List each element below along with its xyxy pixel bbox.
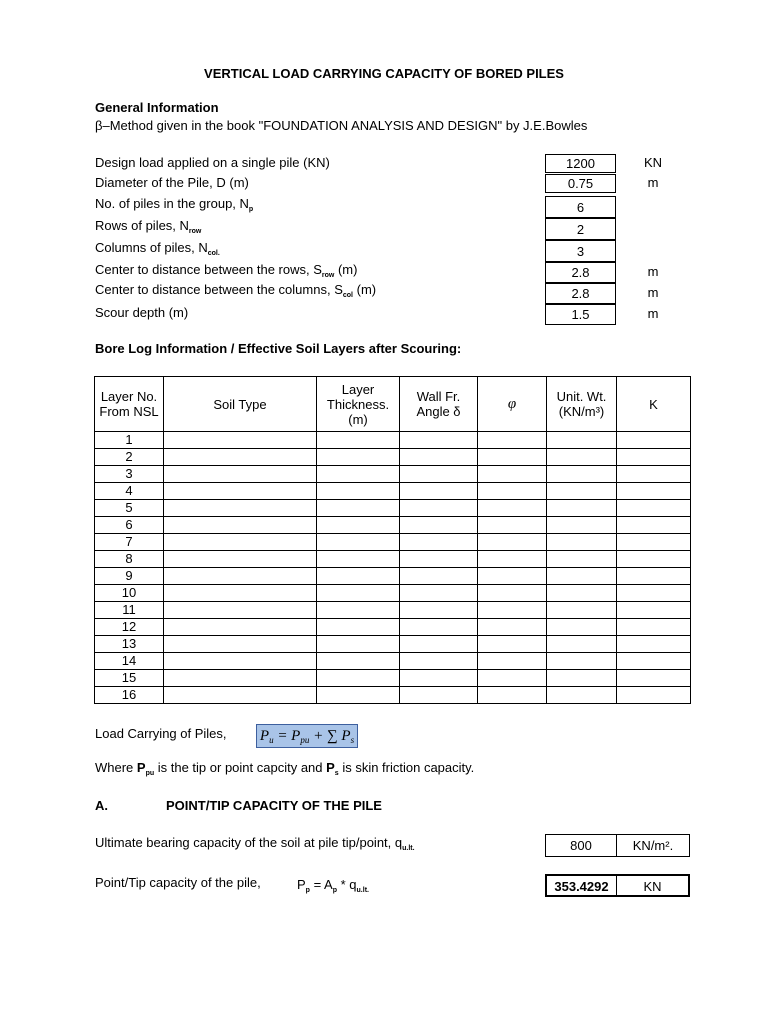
k-cell[interactable]	[617, 602, 691, 619]
input-value-scour-depth[interactable]: 1.5	[545, 304, 616, 325]
page-title: VERTICAL LOAD CARRYING CAPACITY OF BORED PILES	[204, 66, 564, 81]
input-label-rows: Rows of piles, $N_{row}$	[95, 218, 202, 235]
unit-weight-cell[interactable]	[547, 585, 617, 602]
phi-cell[interactable]	[478, 432, 547, 449]
tip-capacity-unit: KN	[616, 874, 690, 897]
k-cell[interactable]	[617, 466, 691, 483]
layer-number-cell: 4	[95, 483, 164, 500]
input-value-rows[interactable]: 2	[545, 218, 616, 240]
unit-weight-cell[interactable]	[547, 551, 617, 568]
thickness-cell[interactable]	[317, 670, 400, 687]
unit-weight-cell[interactable]	[547, 568, 617, 585]
phi-cell[interactable]	[478, 687, 547, 704]
input-value-design-load[interactable]: 1200	[545, 154, 616, 173]
k-cell[interactable]	[617, 449, 691, 466]
k-cell[interactable]	[617, 432, 691, 449]
phi-cell[interactable]	[478, 585, 547, 602]
wall-friction-cell[interactable]	[400, 534, 478, 551]
input-label-columns: Columns of piles, $N_{col.}$	[95, 240, 220, 257]
unit-weight-cell[interactable]	[547, 517, 617, 534]
thickness-cell[interactable]	[317, 466, 400, 483]
k-cell[interactable]	[617, 568, 691, 585]
wall-friction-cell[interactable]	[400, 483, 478, 500]
unit-weight-cell[interactable]	[547, 432, 617, 449]
unit-weight-cell[interactable]	[547, 449, 617, 466]
layer-number-cell: 5	[95, 500, 164, 517]
layer-number-cell: 15	[95, 670, 164, 687]
phi-cell[interactable]	[478, 466, 547, 483]
wall-friction-cell[interactable]	[400, 449, 478, 466]
k-cell[interactable]	[617, 517, 691, 534]
phi-cell[interactable]	[478, 449, 547, 466]
soil-type-cell[interactable]	[164, 670, 317, 687]
k-cell[interactable]	[617, 670, 691, 687]
phi-cell[interactable]	[478, 568, 547, 585]
thickness-cell[interactable]	[317, 500, 400, 517]
layer-number-cell: 1	[95, 432, 164, 449]
table-row	[95, 568, 691, 585]
input-value-diameter[interactable]: 0.75	[545, 174, 616, 193]
layer-number-cell: 14	[95, 653, 164, 670]
soil-type-cell[interactable]	[164, 653, 317, 670]
k-cell[interactable]	[617, 619, 691, 636]
header-layer-no: Layer No. From NSL	[95, 377, 164, 432]
general-info-heading: General Information	[95, 100, 219, 115]
table-row	[95, 534, 691, 551]
soil-type-cell[interactable]	[164, 602, 317, 619]
table-row	[95, 500, 691, 517]
k-cell[interactable]	[617, 483, 691, 500]
wall-friction-cell[interactable]	[400, 551, 478, 568]
phi-cell[interactable]	[478, 534, 547, 551]
k-cell[interactable]	[617, 585, 691, 602]
wall-friction-cell[interactable]	[400, 466, 478, 483]
k-cell[interactable]	[617, 534, 691, 551]
layer-number-cell: 16	[95, 687, 164, 704]
layer-number-cell: 11	[95, 602, 164, 619]
wall-friction-cell[interactable]	[400, 585, 478, 602]
table-row	[95, 670, 691, 687]
input-value-num-piles[interactable]: 6	[545, 196, 616, 218]
wall-friction-cell[interactable]	[400, 568, 478, 585]
thickness-cell[interactable]	[317, 602, 400, 619]
layer-number-cell: 6	[95, 517, 164, 534]
wall-friction-cell[interactable]	[400, 670, 478, 687]
phi-cell[interactable]	[478, 653, 547, 670]
ultimate-bearing-value[interactable]: 800	[545, 834, 617, 857]
phi-cell[interactable]	[478, 483, 547, 500]
k-cell[interactable]	[617, 636, 691, 653]
soil-type-cell[interactable]	[164, 551, 317, 568]
k-cell[interactable]	[617, 500, 691, 517]
layer-number-cell: 2	[95, 449, 164, 466]
thickness-cell[interactable]	[317, 585, 400, 602]
input-unit-col-spacing: m	[647, 285, 659, 300]
soil-type-cell[interactable]	[164, 534, 317, 551]
k-cell[interactable]	[617, 687, 691, 704]
soil-type-cell[interactable]	[164, 585, 317, 602]
soil-type-cell[interactable]	[164, 432, 317, 449]
soil-type-cell[interactable]	[164, 687, 317, 704]
table-header-row	[95, 377, 691, 432]
soil-type-cell[interactable]	[164, 517, 317, 534]
tip-capacity-formula: $P_p = A_p * q_{u.lt.}$	[297, 877, 369, 894]
phi-cell[interactable]	[478, 517, 547, 534]
where-text: Where $P_{pu}$ is the tip or point capcity and $P_s$ is skin friction capacity.	[95, 760, 475, 777]
table-row	[95, 653, 691, 670]
input-value-row-spacing[interactable]: 2.8	[545, 262, 616, 283]
wall-friction-cell[interactable]	[400, 432, 478, 449]
bore-log-table	[94, 376, 691, 704]
ultimate-bearing-unit: KN/m².	[616, 834, 690, 857]
thickness-cell[interactable]	[317, 636, 400, 653]
layer-number-cell: 13	[95, 636, 164, 653]
header-phi: φ	[478, 377, 547, 432]
section-a-heading: POINT/TIP CAPACITY OF THE PILE	[166, 798, 382, 813]
input-unit-row-spacing: m	[647, 264, 659, 279]
unit-weight-cell[interactable]	[547, 687, 617, 704]
header-unit-weight: Unit. Wt. (KN/m³)	[547, 377, 617, 432]
phi-cell[interactable]	[478, 500, 547, 517]
layer-number-cell: 10	[95, 585, 164, 602]
table-row	[95, 483, 691, 500]
thickness-cell[interactable]	[317, 619, 400, 636]
thickness-cell[interactable]	[317, 517, 400, 534]
thickness-cell[interactable]	[317, 551, 400, 568]
bore-log-heading: Bore Log Information / Effective Soil Layers after Scouring:	[95, 341, 462, 356]
soil-type-cell[interactable]	[164, 466, 317, 483]
soil-type-cell[interactable]	[164, 636, 317, 653]
input-label-num-piles: No. of piles in the group, $N_p$	[95, 196, 254, 213]
unit-weight-cell[interactable]	[547, 534, 617, 551]
k-cell[interactable]	[617, 653, 691, 670]
table-row	[95, 449, 691, 466]
input-label-row-spacing: Center to distance between the rows, $S_{row}$ (m)	[95, 262, 358, 279]
pile-capacity-formula: $P_u = P_{pu}$ + ∑ $P_s$	[256, 724, 358, 748]
unit-weight-cell[interactable]	[547, 653, 617, 670]
soil-type-cell[interactable]	[164, 483, 317, 500]
method-text: β–Method given in the book "FOUNDATION ANALYSIS AND DESIGN" by J.E.Bowles	[95, 118, 588, 133]
thickness-cell[interactable]	[317, 687, 400, 704]
wall-friction-cell[interactable]	[400, 687, 478, 704]
unit-weight-cell[interactable]	[547, 500, 617, 517]
input-label-design-load: Design load applied on a single pile (KN)	[95, 155, 330, 170]
phi-cell[interactable]	[478, 636, 547, 653]
load-carrying-label: Load Carrying of Piles,	[95, 726, 227, 741]
section-a-letter: A.	[95, 798, 108, 813]
phi-cell[interactable]	[478, 619, 547, 636]
soil-type-cell[interactable]	[164, 568, 317, 585]
table-row	[95, 551, 691, 568]
wall-friction-cell[interactable]	[400, 517, 478, 534]
input-label-diameter: Diameter of the Pile, D (m)	[95, 175, 249, 190]
input-unit-design-load: KN	[643, 155, 663, 170]
input-value-columns[interactable]: 3	[545, 240, 616, 262]
layer-number-cell: 12	[95, 619, 164, 636]
wall-friction-cell[interactable]	[400, 602, 478, 619]
tip-capacity-value: 353.4292	[545, 874, 617, 897]
table-row	[95, 602, 691, 619]
wall-friction-cell[interactable]	[400, 653, 478, 670]
input-label-scour-depth: Scour depth (m)	[95, 305, 189, 320]
header-thickness: Layer Thickness. (m)	[317, 377, 400, 432]
k-cell[interactable]	[617, 551, 691, 568]
input-value-col-spacing[interactable]: 2.8	[545, 283, 616, 304]
table-row	[95, 687, 691, 704]
phi-cell[interactable]	[478, 602, 547, 619]
unit-weight-cell[interactable]	[547, 636, 617, 653]
thickness-cell[interactable]	[317, 432, 400, 449]
layer-number-cell: 3	[95, 466, 164, 483]
wall-friction-cell[interactable]	[400, 636, 478, 653]
layer-number-cell: 8	[95, 551, 164, 568]
thickness-cell[interactable]	[317, 449, 400, 466]
thickness-cell[interactable]	[317, 568, 400, 585]
table-row	[95, 466, 691, 483]
unit-weight-cell[interactable]	[547, 619, 617, 636]
unit-weight-cell[interactable]	[547, 483, 617, 500]
header-wall-friction: Wall Fr. Angle δ	[400, 377, 478, 432]
phi-cell[interactable]	[478, 670, 547, 687]
header-k: K	[617, 377, 691, 432]
soil-type-cell[interactable]	[164, 449, 317, 466]
wall-friction-cell[interactable]	[400, 619, 478, 636]
soil-type-cell[interactable]	[164, 500, 317, 517]
tip-capacity-label: Point/Tip capacity of the pile,	[95, 875, 261, 890]
table-row	[95, 636, 691, 653]
soil-type-cell[interactable]	[164, 619, 317, 636]
layer-number-cell: 9	[95, 568, 164, 585]
layer-number-cell: 7	[95, 534, 164, 551]
thickness-cell[interactable]	[317, 483, 400, 500]
wall-friction-cell[interactable]	[400, 500, 478, 517]
table-row	[95, 432, 691, 449]
input-unit-diameter: m	[647, 175, 659, 190]
unit-weight-cell[interactable]	[547, 466, 617, 483]
table-row	[95, 619, 691, 636]
phi-cell[interactable]	[478, 551, 547, 568]
input-unit-scour-depth: m	[647, 306, 659, 321]
thickness-cell[interactable]	[317, 653, 400, 670]
input-label-col-spacing: Center to distance between the columns, $S_{col}$ (m)	[95, 282, 377, 299]
ultimate-bearing-label: Ultimate bearing capacity of the soil at pile tip/point, $q_{u.lt.}$	[95, 835, 415, 852]
unit-weight-cell[interactable]	[547, 602, 617, 619]
table-row	[95, 585, 691, 602]
thickness-cell[interactable]	[317, 534, 400, 551]
unit-weight-cell[interactable]	[547, 670, 617, 687]
header-soil-type: Soil Type	[164, 377, 317, 432]
table-row	[95, 517, 691, 534]
